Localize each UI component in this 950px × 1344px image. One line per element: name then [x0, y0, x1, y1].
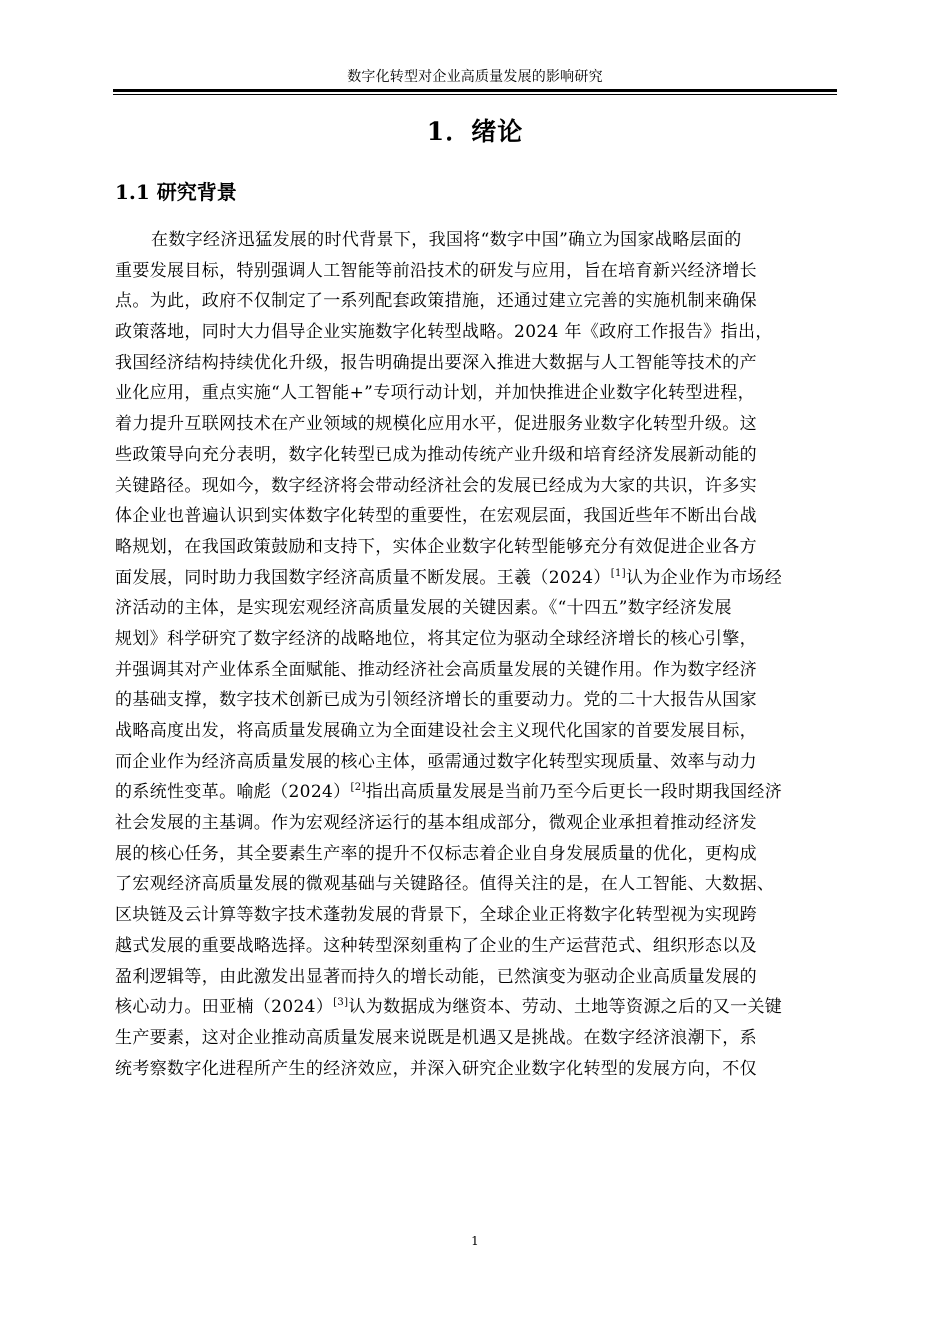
paragraph-line: 了宏观经济高质量发展的微观基础与关键路径。值得关注的是，在人工智能、大数据、 [115, 874, 775, 895]
paragraph-line: 政策落地，同时大力倡导企业实施数字化转型战略。2024 年《政府工作报告》指出， [115, 322, 773, 343]
paragraph-line: 并强调其对产业体系全面赋能、推动经济社会高质量发展的关键作用。作为数字经济 [115, 659, 757, 680]
paragraph-line: 体企业也普遍认识到实体数字化转型的重要性，在宏观层面，我国近些年不断出台战 [115, 506, 757, 527]
citation-ref-1[interactable]: [1] [610, 567, 626, 579]
header-rule-thin [113, 94, 837, 95]
chapter-title: 1．绪论 [426, 117, 524, 146]
citation-ref-2[interactable]: [2] [350, 782, 366, 794]
paragraph-line: 着力提升互联网技术在产业领域的规模化应用水平，促进服务业数字化转型升级。这 [115, 414, 757, 435]
paragraph-line: 社会发展的主基调。作为宏观经济运行的基本组成部分，微观企业承担着推动经济发 [115, 813, 757, 834]
paragraph-line: 业化应用，重点实施“人工智能+”专项行动计划，并加快推进企业数字化转型进程， [115, 383, 755, 404]
paragraph-line-with-citation [115, 777, 837, 808]
section-heading: 1.1 研究背景 [115, 180, 237, 204]
paragraph-line: 关键路径。现如今，数字经济将会带动经济社会的发展已经成为大家的共识，许多实 [115, 475, 757, 496]
header-rule-thick [113, 89, 837, 92]
paragraph-line: 越式发展的重要战略选择。这种转型深刻重构了企业的生产运营范式、组织形态以及 [115, 935, 757, 956]
paragraph-line: 区块链及云计算等数字技术蓬勃发展的背景下，全球企业正将数字化转型视为实现跨 [115, 905, 757, 926]
citation-ref-3[interactable]: [3] [333, 997, 349, 1009]
paragraph-line: 些政策导向充分表明，数字化转型已成为推动传统产业升级和培育经济发展新动能的 [115, 444, 757, 465]
line-text: 指出高质量发展是当前乃至今后更长一段时期我国经济 [365, 782, 783, 803]
paragraph-line: 生产要素，这对企业推动高质量发展来说既是机遇又是挑战。在数字经济浪潮下，系 [115, 1027, 757, 1048]
paragraph-line: 盈利逻辑等，由此激发出显著而持久的增长动能，已然演变为驱动企业高质量发展的 [115, 966, 757, 987]
paragraph-line-with-citation [115, 992, 837, 1023]
paragraph-line: 点。为此，政府不仅制定了一系列配套政策措施，还通过建立完善的实施机制来确保 [115, 291, 757, 312]
line-text: 认为数据成为继资本、劳动、土地等资源之后的又一关键 [348, 997, 783, 1018]
paragraph-line: 的基础支撑，数字技术创新已成为引领经济增长的重要动力。党的二十大报告从国家 [115, 690, 757, 711]
line-text: 核心动力。田亚楠（2024） [115, 997, 334, 1018]
paragraph-line: 而企业作为经济高质量发展的核心主体，亟需通过数字化转型实现质量、效率与动力 [115, 751, 757, 772]
line-text: 面发展，同时助力我国数字经济高质量不断发展。王羲（2024） [115, 567, 611, 588]
paragraph-line: 战略高度出发，将高质量发展确立为全面建设社会主义现代化国家的首要发展目标， [115, 721, 757, 741]
paragraph-line: 规划》科学研究了数字经济的战略地位，将其定位为驱动全球经济增长的核心引擎， [115, 628, 757, 649]
running-header: 数字化转型对企业高质量发展的影响研究 [347, 69, 603, 85]
paragraph-line: 济活动的主体，是实现宏观经济高质量发展的关键因素。《“十四五”数字经济发展 [115, 598, 732, 619]
paragraph-line: 我国经济结构持续优化升级，报告明确提出要深入推进大数据与人工智能等技术的产 [115, 352, 757, 373]
paragraph-line-with-citation [115, 563, 837, 594]
paragraph-line: 展的核心任务，其全要素生产率的提升不仅标志着企业自身发展质量的优化，更构成 [115, 843, 757, 864]
body-paragraph [115, 225, 837, 1084]
paragraph-line: 重要发展目标，特别强调人工智能等前沿技术的研发与应用，旨在培育新兴经济增长 [115, 260, 757, 281]
paragraph-line: 略规划，在我国政策鼓励和支持下，实体企业数字化转型能够充分有效促进企业各方 [115, 536, 757, 557]
paragraph-line: 统考察数字化进程所产生的经济效应，并深入研究企业数字化转型的发展方向，不仅 [115, 1058, 757, 1079]
line-text: 认为企业作为市场经 [625, 567, 783, 588]
paragraph-line: 在数字经济迅猛发展的时代背景下，我国将“数字中国”确立为国家战略层面的 [151, 230, 742, 250]
line-text: 的系统性变革。喻彪（2024） [115, 782, 351, 803]
page-number: 1 [471, 1234, 479, 1248]
